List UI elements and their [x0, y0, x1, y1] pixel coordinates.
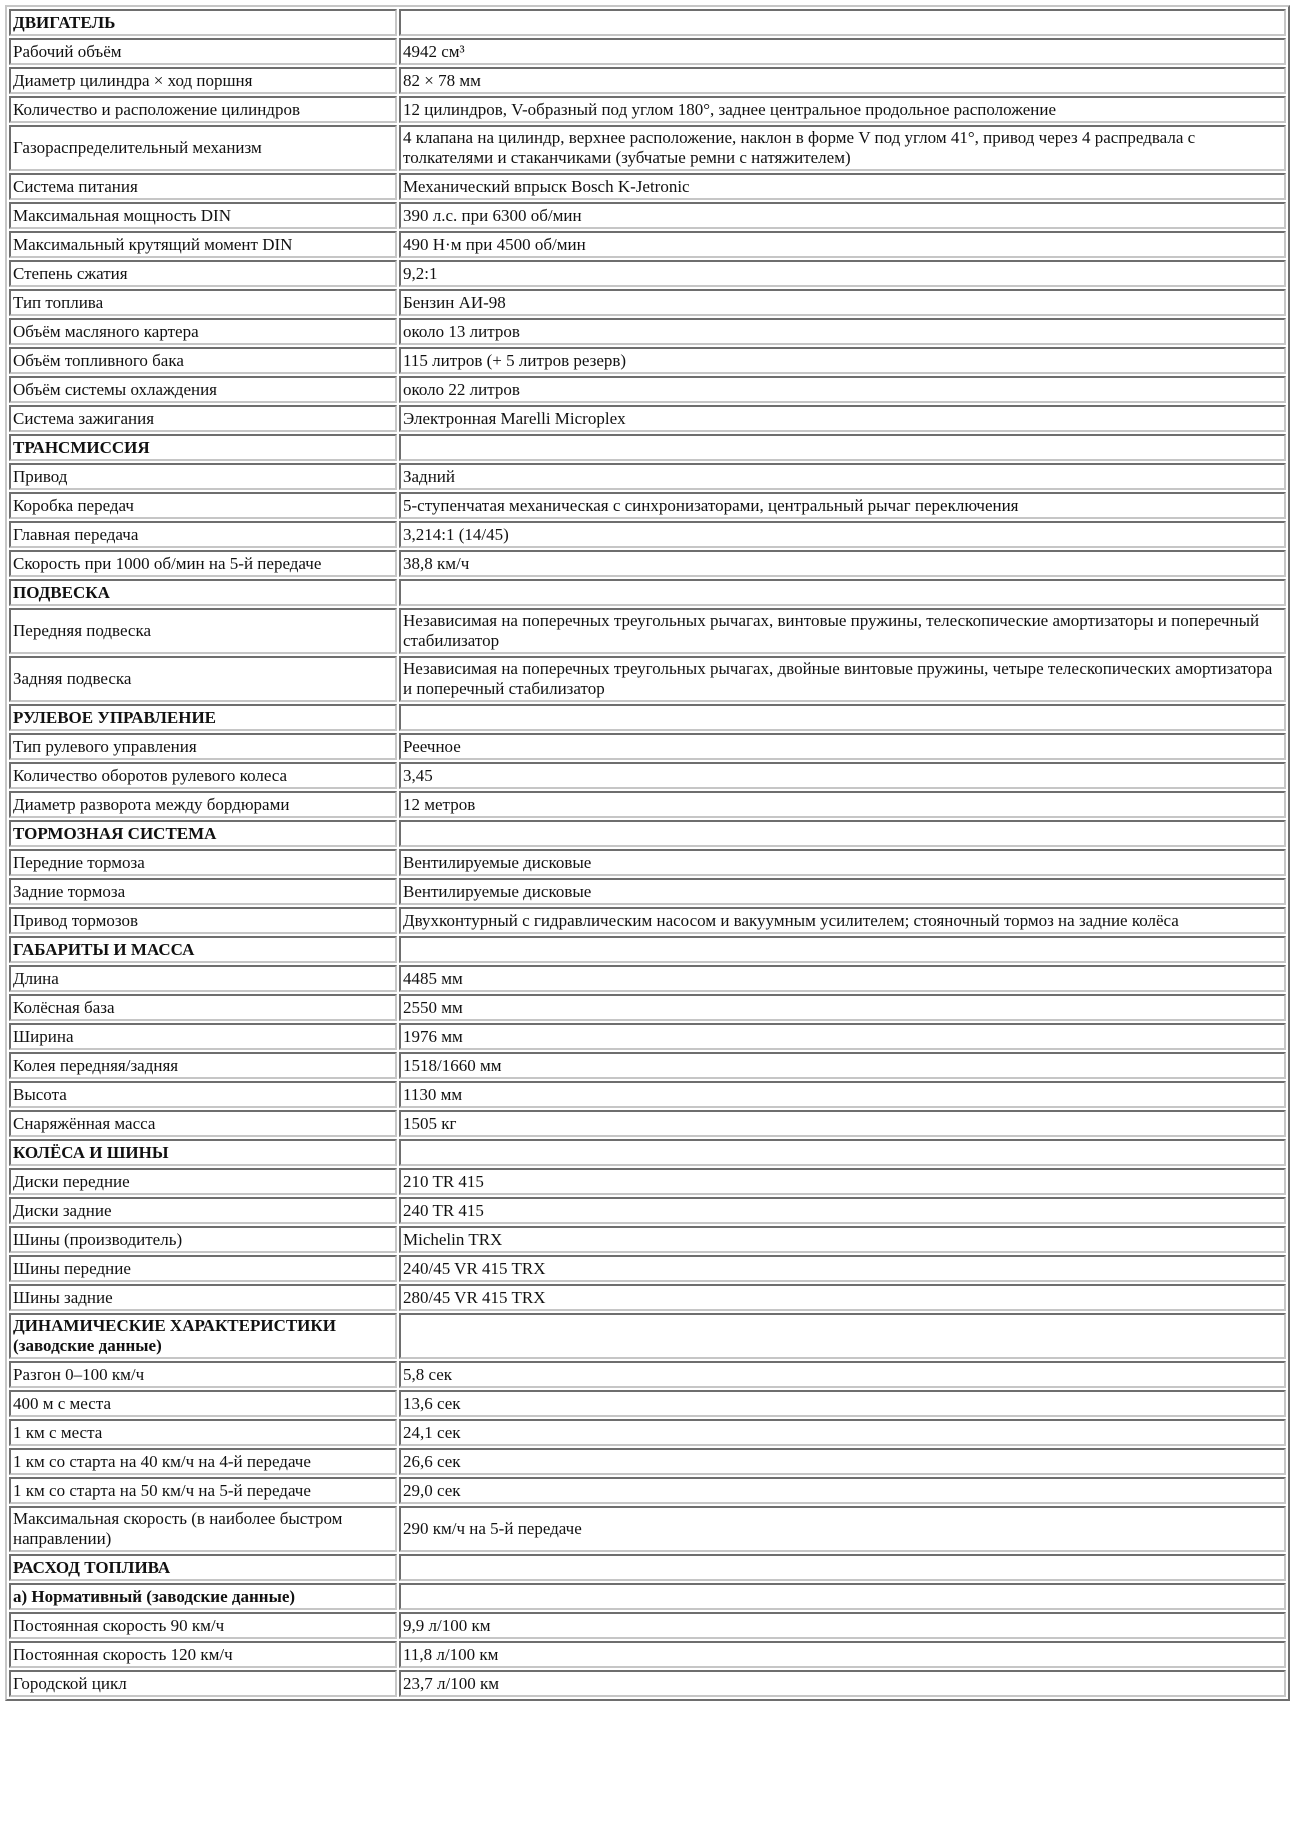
spec-label: Максимальный крутящий момент DIN	[9, 231, 397, 258]
section-title: ГАБАРИТЫ И МАССА	[9, 936, 397, 963]
spec-label: Объём системы охлаждения	[9, 376, 397, 403]
spec-value: 3,214:1 (14/45)	[399, 521, 1286, 548]
spec-label: Количество оборотов рулевого колеса	[9, 762, 397, 789]
spec-value: 23,7 л/100 км	[399, 1670, 1286, 1697]
spec-value: Независимая на поперечных треугольных рычагах, винтовые пружины, телескопические амортизаторы и поперечный стабилизатор	[399, 608, 1286, 654]
spec-label: Высота	[9, 1081, 397, 1108]
spec-label: Постоянная скорость 120 км/ч	[9, 1641, 397, 1668]
table-row	[9, 994, 1286, 1021]
spec-value: Бензин АИ-98	[399, 289, 1286, 316]
spec-value: Двухконтурный с гидравлическим насосом и вакуумным усилителем; стояночный тормоз на задние колёса	[399, 907, 1286, 934]
spec-value: 12 метров	[399, 791, 1286, 818]
spec-label: Колея передняя/задняя	[9, 1052, 397, 1079]
table-row	[9, 1361, 1286, 1388]
spec-label: Степень сжатия	[9, 260, 397, 287]
table-row	[9, 202, 1286, 229]
spec-label: Система питания	[9, 173, 397, 200]
table-row	[9, 405, 1286, 432]
spec-label: Главная передача	[9, 521, 397, 548]
spec-label: 1 км со старта на 50 км/ч на 5-й передаче	[9, 1477, 397, 1504]
spec-value: 240/45 VR 415 TRX	[399, 1255, 1286, 1282]
table-row	[9, 1197, 1286, 1224]
spec-label: Количество и расположение цилиндров	[9, 96, 397, 123]
section-empty-cell	[399, 704, 1286, 731]
table-row	[9, 1081, 1286, 1108]
table-row	[9, 1390, 1286, 1417]
spec-value: 9,9 л/100 км	[399, 1612, 1286, 1639]
table-row	[9, 1477, 1286, 1504]
table-row	[9, 38, 1286, 65]
section-title: ДИНАМИЧЕСКИЕ ХАРАКТЕРИСТИКИ (заводские данные)	[9, 1313, 397, 1359]
spec-value: Michelin TRX	[399, 1226, 1286, 1253]
spec-label: Длина	[9, 965, 397, 992]
table-row	[9, 521, 1286, 548]
section-empty-cell	[399, 1139, 1286, 1166]
table-row	[9, 878, 1286, 905]
spec-value: 5-ступенчатая механическая с синхронизаторами, центральный рычаг переключения	[399, 492, 1286, 519]
table-row	[9, 1641, 1286, 1668]
section-empty-cell	[399, 1583, 1286, 1610]
section-header-row	[9, 704, 1286, 731]
spec-value: 26,6 сек	[399, 1448, 1286, 1475]
section-title: КОЛЁСА И ШИНЫ	[9, 1139, 397, 1166]
spec-value: 490 Н·м при 4500 об/мин	[399, 231, 1286, 258]
spec-label: Тип рулевого управления	[9, 733, 397, 760]
section-header-row	[9, 1139, 1286, 1166]
table-row	[9, 1168, 1286, 1195]
spec-value: Вентилируемые дисковые	[399, 878, 1286, 905]
spec-value: Реечное	[399, 733, 1286, 760]
spec-label: Шины (производитель)	[9, 1226, 397, 1253]
spec-value: 4485 мм	[399, 965, 1286, 992]
spec-label: 1 км со старта на 40 км/ч на 4-й передаче	[9, 1448, 397, 1475]
spec-label: Объём масляного картера	[9, 318, 397, 345]
section-empty-cell	[399, 579, 1286, 606]
spec-label: Максимальная мощность DIN	[9, 202, 397, 229]
section-title: РАСХОД ТОПЛИВА	[9, 1554, 397, 1581]
spec-value: 5,8 сек	[399, 1361, 1286, 1388]
section-header-row	[9, 9, 1286, 36]
table-row	[9, 791, 1286, 818]
spec-value: 29,0 сек	[399, 1477, 1286, 1504]
table-row	[9, 125, 1286, 171]
spec-table-body	[9, 9, 1286, 1697]
spec-label: Городской цикл	[9, 1670, 397, 1697]
spec-value: 115 литров (+ 5 литров резерв)	[399, 347, 1286, 374]
table-row	[9, 1023, 1286, 1050]
spec-value: Вентилируемые дисковые	[399, 849, 1286, 876]
spec-value: 1130 мм	[399, 1081, 1286, 1108]
spec-value: 24,1 сек	[399, 1419, 1286, 1446]
spec-value: 82 × 78 мм	[399, 67, 1286, 94]
spec-label: 1 км с места	[9, 1419, 397, 1446]
spec-label: Задняя подвеска	[9, 656, 397, 702]
spec-value: около 13 литров	[399, 318, 1286, 345]
section-empty-cell	[399, 820, 1286, 847]
spec-value: Механический впрыск Bosch K-Jetronic	[399, 173, 1286, 200]
table-row	[9, 1052, 1286, 1079]
spec-label: Привод тормозов	[9, 907, 397, 934]
table-row	[9, 173, 1286, 200]
table-row	[9, 231, 1286, 258]
spec-value: 3,45	[399, 762, 1286, 789]
section-empty-cell	[399, 434, 1286, 461]
section-title: ТРАНСМИССИЯ	[9, 434, 397, 461]
spec-value: около 22 литров	[399, 376, 1286, 403]
table-row	[9, 907, 1286, 934]
section-empty-cell	[399, 1554, 1286, 1581]
table-row	[9, 762, 1286, 789]
spec-table	[5, 5, 1290, 1701]
spec-label: Постоянная скорость 90 км/ч	[9, 1612, 397, 1639]
section-title: РУЛЕВОЕ УПРАВЛЕНИЕ	[9, 704, 397, 731]
section-header-row	[9, 1583, 1286, 1610]
table-row	[9, 1284, 1286, 1311]
spec-value: 9,2:1	[399, 260, 1286, 287]
section-empty-cell	[399, 936, 1286, 963]
spec-label: Объём топливного бака	[9, 347, 397, 374]
spec-value: 1518/1660 мм	[399, 1052, 1286, 1079]
spec-label: Диски задние	[9, 1197, 397, 1224]
section-title: ПОДВЕСКА	[9, 579, 397, 606]
section-header-row	[9, 434, 1286, 461]
table-row	[9, 96, 1286, 123]
table-row	[9, 318, 1286, 345]
table-row	[9, 463, 1286, 490]
spec-value: 4 клапана на цилиндр, верхнее расположение, наклон в форме V под углом 41°, привод через 4 распредвала с толкателями и стаканчиками (зубчатые ремни с натяжителем)	[399, 125, 1286, 171]
section-empty-cell	[399, 9, 1286, 36]
spec-label: Шины задние	[9, 1284, 397, 1311]
spec-label: Тип топлива	[9, 289, 397, 316]
section-header-row	[9, 820, 1286, 847]
spec-label: Передние тормоза	[9, 849, 397, 876]
table-row	[9, 733, 1286, 760]
table-row	[9, 492, 1286, 519]
spec-label: Разгон 0–100 км/ч	[9, 1361, 397, 1388]
section-title: ДВИГАТЕЛЬ	[9, 9, 397, 36]
spec-value: 210 TR 415	[399, 1168, 1286, 1195]
spec-value: 1976 мм	[399, 1023, 1286, 1050]
table-row	[9, 1506, 1286, 1552]
table-row	[9, 1226, 1286, 1253]
spec-value: 11,8 л/100 км	[399, 1641, 1286, 1668]
spec-value: 13,6 сек	[399, 1390, 1286, 1417]
spec-label: Шины передние	[9, 1255, 397, 1282]
spec-label: Привод	[9, 463, 397, 490]
table-row	[9, 608, 1286, 654]
table-row	[9, 1670, 1286, 1697]
table-row	[9, 965, 1286, 992]
spec-value: Независимая на поперечных треугольных рычагах, двойные винтовые пружины, четыре телескопических амортизатора и поперечный стабилизатор	[399, 656, 1286, 702]
spec-value: 1505 кг	[399, 1110, 1286, 1137]
spec-value: 4942 см³	[399, 38, 1286, 65]
section-header-row	[9, 936, 1286, 963]
table-row	[9, 1110, 1286, 1137]
spec-label: Система зажигания	[9, 405, 397, 432]
table-row	[9, 849, 1286, 876]
spec-value: 240 TR 415	[399, 1197, 1286, 1224]
spec-value: 390 л.с. при 6300 об/мин	[399, 202, 1286, 229]
section-empty-cell	[399, 1313, 1286, 1359]
spec-value: 280/45 VR 415 TRX	[399, 1284, 1286, 1311]
table-row	[9, 1448, 1286, 1475]
table-row	[9, 656, 1286, 702]
table-row	[9, 347, 1286, 374]
section-header-row	[9, 1554, 1286, 1581]
spec-label: Диски передние	[9, 1168, 397, 1195]
spec-label: Снаряжённая масса	[9, 1110, 397, 1137]
spec-label: Диаметр разворота между бордюрами	[9, 791, 397, 818]
spec-value: 12 цилиндров, V-образный под углом 180°, заднее центральное продольное расположение	[399, 96, 1286, 123]
table-row	[9, 289, 1286, 316]
spec-label: Газораспределительный механизм	[9, 125, 397, 171]
table-row	[9, 550, 1286, 577]
spec-value: 290 км/ч на 5-й передаче	[399, 1506, 1286, 1552]
section-title: ТОРМОЗНАЯ СИСТЕМА	[9, 820, 397, 847]
section-header-row	[9, 1313, 1286, 1359]
spec-value: 2550 мм	[399, 994, 1286, 1021]
spec-label: Скорость при 1000 об/мин на 5-й передаче	[9, 550, 397, 577]
table-row	[9, 67, 1286, 94]
table-row	[9, 1255, 1286, 1282]
spec-label: Максимальная скорость (в наиболее быстром направлении)	[9, 1506, 397, 1552]
section-header-row	[9, 579, 1286, 606]
table-row	[9, 1419, 1286, 1446]
spec-label: Коробка передач	[9, 492, 397, 519]
spec-value: 38,8 км/ч	[399, 550, 1286, 577]
table-row	[9, 260, 1286, 287]
spec-label: 400 м с места	[9, 1390, 397, 1417]
spec-value: Электронная Marelli Microplex	[399, 405, 1286, 432]
spec-label: Рабочий объём	[9, 38, 397, 65]
spec-label: Задние тормоза	[9, 878, 397, 905]
table-row	[9, 376, 1286, 403]
section-title: а) Нормативный (заводские данные)	[9, 1583, 397, 1610]
spec-label: Ширина	[9, 1023, 397, 1050]
spec-label: Передняя подвеска	[9, 608, 397, 654]
spec-label: Колёсная база	[9, 994, 397, 1021]
table-row	[9, 1612, 1286, 1639]
spec-value: Задний	[399, 463, 1286, 490]
spec-label: Диаметр цилиндра × ход поршня	[9, 67, 397, 94]
